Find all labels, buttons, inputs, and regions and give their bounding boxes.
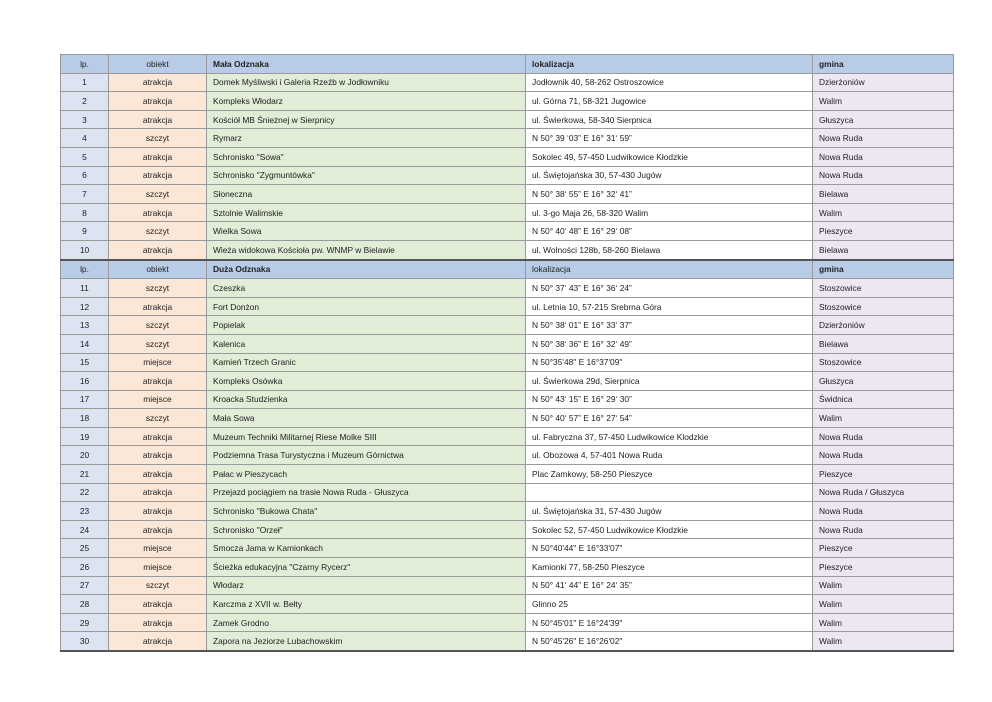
cell-gmina: Nowa Ruda bbox=[813, 147, 954, 166]
cell-obiekt: atrakcja bbox=[109, 240, 207, 259]
cell-lp: 18 bbox=[61, 409, 109, 428]
cell-lokalizacja: ul. Świerkowa 29d, Sierpnica bbox=[526, 372, 813, 391]
table-row bbox=[61, 222, 954, 241]
cell-obiekt: atrakcja bbox=[109, 520, 207, 539]
cell-lokalizacja: ul. 3-go Maja 26, 58-320 Walim bbox=[526, 203, 813, 222]
table-row bbox=[61, 316, 954, 335]
cell-name: Włodarz bbox=[207, 576, 526, 595]
header-lokalizacja: lokalizacja bbox=[526, 260, 813, 279]
cell-obiekt: szczyt bbox=[109, 576, 207, 595]
cell-lokalizacja: ul. Letnia 10, 57-215 Srebrna Góra bbox=[526, 297, 813, 316]
cell-gmina: Nowa Ruda bbox=[813, 520, 954, 539]
cell-obiekt: atrakcja bbox=[109, 203, 207, 222]
cell-lokalizacja: N 50° 38‘ 01” E 16° 33‘ 37” bbox=[526, 316, 813, 335]
cell-name: Popielak bbox=[207, 316, 526, 335]
table-row bbox=[61, 502, 954, 521]
table-row bbox=[61, 279, 954, 298]
cell-lokalizacja: ul. Fabryczna 37, 57-450 Ludwikowice Klodzkie bbox=[526, 427, 813, 446]
header-row bbox=[61, 55, 954, 74]
cell-lp: 26 bbox=[61, 558, 109, 577]
cell-lp: 16 bbox=[61, 372, 109, 391]
cell-lokalizacja: ul. Świętojańska 31, 57-430 Jugów bbox=[526, 502, 813, 521]
cell-name: Sztolnie Walimskie bbox=[207, 203, 526, 222]
cell-lokalizacja: Sokolec 49, 57-450 Ludwikowice Kłodzkie bbox=[526, 147, 813, 166]
cell-gmina: Bielawa bbox=[813, 240, 954, 259]
table-row bbox=[61, 185, 954, 204]
cell-lp: 1 bbox=[61, 73, 109, 92]
header-lp: lp. bbox=[61, 55, 109, 74]
cell-obiekt: szczyt bbox=[109, 222, 207, 241]
attractions-table bbox=[60, 54, 954, 652]
cell-lp: 3 bbox=[61, 110, 109, 129]
cell-obiekt: szczyt bbox=[109, 316, 207, 335]
cell-lokalizacja: N 50° 43‘ 15” E 16° 29‘ 30” bbox=[526, 390, 813, 409]
cell-name: Wielka Sowa bbox=[207, 222, 526, 241]
cell-name: Zapora na Jeziorze Lubachowskim bbox=[207, 632, 526, 651]
cell-name: Słoneczna bbox=[207, 185, 526, 204]
cell-lp: 20 bbox=[61, 446, 109, 465]
cell-obiekt: atrakcja bbox=[109, 446, 207, 465]
cell-lp: 25 bbox=[61, 539, 109, 558]
cell-name: Schronisko "Bukowa Chata" bbox=[207, 502, 526, 521]
cell-obiekt: atrakcja bbox=[109, 595, 207, 614]
cell-name: Ścieżka edukacyjna "Czarny Rycerz" bbox=[207, 558, 526, 577]
cell-gmina: Walim bbox=[813, 203, 954, 222]
cell-lp: 30 bbox=[61, 632, 109, 651]
cell-name: Schronisko "Sowa" bbox=[207, 147, 526, 166]
cell-lp: 24 bbox=[61, 520, 109, 539]
cell-lp: 28 bbox=[61, 595, 109, 614]
cell-lp: 5 bbox=[61, 147, 109, 166]
table-row bbox=[61, 334, 954, 353]
cell-lp: 11 bbox=[61, 279, 109, 298]
cell-gmina: Pieszyce bbox=[813, 558, 954, 577]
cell-lp: 4 bbox=[61, 129, 109, 148]
cell-lp: 17 bbox=[61, 390, 109, 409]
cell-lokalizacja: Jodłownik 40, 58-262 Ostroszowice bbox=[526, 73, 813, 92]
cell-gmina: Nowa Ruda bbox=[813, 502, 954, 521]
cell-lokalizacja: N 50° 39 ‘03” E 16° 31‘ 59” bbox=[526, 129, 813, 148]
cell-obiekt: atrakcja bbox=[109, 465, 207, 484]
cell-lokalizacja: Glinno 25 bbox=[526, 595, 813, 614]
cell-obiekt: atrakcja bbox=[109, 297, 207, 316]
cell-gmina: Pieszyce bbox=[813, 465, 954, 484]
cell-name: Zamek Grodno bbox=[207, 613, 526, 632]
cell-name: Fort Donżon bbox=[207, 297, 526, 316]
cell-name: Mała Sowa bbox=[207, 409, 526, 428]
cell-name: Smocza Jama w Kamionkach bbox=[207, 539, 526, 558]
cell-gmina: Głuszyca bbox=[813, 110, 954, 129]
cell-lp: 27 bbox=[61, 576, 109, 595]
cell-name: Schronisko "Orzeł" bbox=[207, 520, 526, 539]
cell-lokalizacja: Kamionki 77, 58-250 Pieszyce bbox=[526, 558, 813, 577]
cell-lokalizacja: Sokolec 52, 57-450 Ludwikowice Kłodzkie bbox=[526, 520, 813, 539]
cell-lp: 19 bbox=[61, 427, 109, 446]
cell-obiekt: atrakcja bbox=[109, 372, 207, 391]
cell-gmina: Dzierżoniów bbox=[813, 316, 954, 335]
cell-lp: 29 bbox=[61, 613, 109, 632]
cell-obiekt: atrakcja bbox=[109, 92, 207, 111]
cell-obiekt: atrakcja bbox=[109, 632, 207, 651]
table-row bbox=[61, 558, 954, 577]
table-row bbox=[61, 203, 954, 222]
cell-lp: 8 bbox=[61, 203, 109, 222]
cell-obiekt: atrakcja bbox=[109, 73, 207, 92]
cell-obiekt: atrakcja bbox=[109, 147, 207, 166]
cell-name: Kompleks Włodarz bbox=[207, 92, 526, 111]
cell-gmina: Nowa Ruda bbox=[813, 446, 954, 465]
table-row bbox=[61, 483, 954, 502]
table-row bbox=[61, 632, 954, 651]
cell-lp: 7 bbox=[61, 185, 109, 204]
cell-lokalizacja: ul. Górna 71, 58-321 Jugowice bbox=[526, 92, 813, 111]
cell-obiekt: miejsce bbox=[109, 558, 207, 577]
cell-lokalizacja: N 50°45'01" E 16°24'39" bbox=[526, 613, 813, 632]
cell-name: Schronisko "Zygmuntówka" bbox=[207, 166, 526, 185]
table-row bbox=[61, 372, 954, 391]
cell-lp: 22 bbox=[61, 483, 109, 502]
table-row bbox=[61, 539, 954, 558]
cell-obiekt: atrakcja bbox=[109, 502, 207, 521]
cell-lokalizacja: N 50° 40‘ 57” E 16° 27‘ 54” bbox=[526, 409, 813, 428]
cell-gmina: Głuszyca bbox=[813, 372, 954, 391]
cell-name: Kalenica bbox=[207, 334, 526, 353]
header-gmina: gmina bbox=[813, 260, 954, 279]
cell-obiekt: miejsce bbox=[109, 539, 207, 558]
cell-gmina: Pieszyce bbox=[813, 222, 954, 241]
cell-lp: 9 bbox=[61, 222, 109, 241]
cell-lp: 14 bbox=[61, 334, 109, 353]
cell-lp: 10 bbox=[61, 240, 109, 259]
cell-lokalizacja: N 50°45'26" E 16°26'02" bbox=[526, 632, 813, 651]
cell-gmina: Nowa Ruda / Głuszyca bbox=[813, 483, 954, 502]
cell-name: Rymarz bbox=[207, 129, 526, 148]
header-obiekt: obiekt bbox=[109, 260, 207, 279]
cell-name: Przejazd pociągiem na trasie Nowa Ruda - Głuszyca bbox=[207, 483, 526, 502]
cell-gmina: Walim bbox=[813, 595, 954, 614]
table-row bbox=[61, 166, 954, 185]
cell-name: Kościół MB Śnieżnej w Sierpnicy bbox=[207, 110, 526, 129]
cell-gmina: Walim bbox=[813, 613, 954, 632]
cell-lokalizacja: ul. Obozowa 4, 57-401 Nowa Ruda bbox=[526, 446, 813, 465]
cell-gmina: Walim bbox=[813, 92, 954, 111]
cell-lokalizacja: Plac Zamkowy, 58-250 Pieszyce bbox=[526, 465, 813, 484]
table-row bbox=[61, 390, 954, 409]
table-row bbox=[61, 73, 954, 92]
header-section-title: Mała Odznaka bbox=[207, 55, 526, 74]
cell-name: Wieża widokowa Kościoła pw. WNMP w Bielawie bbox=[207, 240, 526, 259]
cell-name: Podziemna Trasa Turystyczna i Muzeum Górnictwa bbox=[207, 446, 526, 465]
header-section-title: Duża Odznaka bbox=[207, 260, 526, 279]
table-row bbox=[61, 240, 954, 259]
table-row bbox=[61, 427, 954, 446]
table-row bbox=[61, 297, 954, 316]
cell-name: Czeszka bbox=[207, 279, 526, 298]
cell-gmina: Walim bbox=[813, 576, 954, 595]
cell-lokalizacja: ul. Wolności 128b, 58-260 Bielawa bbox=[526, 240, 813, 259]
cell-gmina: Stoszowice bbox=[813, 279, 954, 298]
table-row bbox=[61, 409, 954, 428]
cell-gmina: Walim bbox=[813, 632, 954, 651]
header-gmina: gmina bbox=[813, 55, 954, 74]
cell-lp: 13 bbox=[61, 316, 109, 335]
cell-gmina: Stoszowice bbox=[813, 353, 954, 372]
cell-gmina: Bielawa bbox=[813, 334, 954, 353]
cell-obiekt: szczyt bbox=[109, 279, 207, 298]
cell-obiekt: atrakcja bbox=[109, 483, 207, 502]
cell-name: Domek Myśliwski i Galeria Rzeźb w Jodłowniku bbox=[207, 73, 526, 92]
cell-lokalizacja: N 50° 40‘ 48” E 16° 29‘ 08” bbox=[526, 222, 813, 241]
cell-lokalizacja: N 50° 38‘ 36” E 16° 32‘ 49” bbox=[526, 334, 813, 353]
cell-lokalizacja: ul. Świętojańska 30, 57-430 Jugów bbox=[526, 166, 813, 185]
cell-lp: 21 bbox=[61, 465, 109, 484]
cell-lokalizacja: N 50° 37‘ 43” E 16° 36‘ 24” bbox=[526, 279, 813, 298]
cell-obiekt: szczyt bbox=[109, 185, 207, 204]
cell-lp: 23 bbox=[61, 502, 109, 521]
header-lokalizacja: lokalizacja bbox=[526, 55, 813, 74]
header-obiekt: obiekt bbox=[109, 55, 207, 74]
cell-gmina: Nowa Ruda bbox=[813, 427, 954, 446]
cell-name: Kamień Trzech Granic bbox=[207, 353, 526, 372]
cell-name: Kroacka Studzienka bbox=[207, 390, 526, 409]
cell-gmina: Nowa Ruda bbox=[813, 166, 954, 185]
cell-gmina: Bielawa bbox=[813, 185, 954, 204]
table-row bbox=[61, 595, 954, 614]
cell-lp: 12 bbox=[61, 297, 109, 316]
cell-obiekt: miejsce bbox=[109, 390, 207, 409]
cell-gmina: Pieszyce bbox=[813, 539, 954, 558]
table-row bbox=[61, 520, 954, 539]
cell-obiekt: atrakcja bbox=[109, 613, 207, 632]
header-lp: lp. bbox=[61, 260, 109, 279]
cell-name: Karczma z XVII w. Bełty bbox=[207, 595, 526, 614]
cell-lokalizacja: N 50° 38‘ 55” E 16° 32‘ 41” bbox=[526, 185, 813, 204]
cell-gmina: Stoszowice bbox=[813, 297, 954, 316]
cell-lokalizacja: ul. Świerkowa, 58-340 Sierpnica bbox=[526, 110, 813, 129]
cell-lokalizacja: N 50°40'44" E 16°33'07" bbox=[526, 539, 813, 558]
cell-lokalizacja bbox=[526, 483, 813, 502]
cell-obiekt: szczyt bbox=[109, 129, 207, 148]
cell-gmina: Dzierżoniów bbox=[813, 73, 954, 92]
cell-obiekt: szczyt bbox=[109, 334, 207, 353]
table-row bbox=[61, 576, 954, 595]
cell-name: Muzeum Techniki Militarnej Riese Molke SIII bbox=[207, 427, 526, 446]
cell-obiekt: atrakcja bbox=[109, 427, 207, 446]
cell-obiekt: miejsce bbox=[109, 353, 207, 372]
table-row bbox=[61, 92, 954, 111]
cell-gmina: Świdnica bbox=[813, 390, 954, 409]
cell-name: Pałac w Pieszycach bbox=[207, 465, 526, 484]
table-body bbox=[61, 55, 954, 652]
cell-lokalizacja: N 50°35'48" E 16°37'09" bbox=[526, 353, 813, 372]
cell-obiekt: atrakcja bbox=[109, 166, 207, 185]
table-row bbox=[61, 613, 954, 632]
table-row bbox=[61, 446, 954, 465]
cell-obiekt: atrakcja bbox=[109, 110, 207, 129]
cell-lp: 2 bbox=[61, 92, 109, 111]
header-row bbox=[61, 260, 954, 279]
table-row bbox=[61, 147, 954, 166]
table-row bbox=[61, 129, 954, 148]
cell-obiekt: szczyt bbox=[109, 409, 207, 428]
cell-name: Kompleks Osówka bbox=[207, 372, 526, 391]
table-row bbox=[61, 353, 954, 372]
cell-gmina: Walim bbox=[813, 409, 954, 428]
cell-lp: 6 bbox=[61, 166, 109, 185]
cell-lokalizacja: N 50° 41‘ 44” E 16° 24‘ 35” bbox=[526, 576, 813, 595]
cell-gmina: Nowa Ruda bbox=[813, 129, 954, 148]
table-row bbox=[61, 110, 954, 129]
table-row bbox=[61, 465, 954, 484]
cell-lp: 15 bbox=[61, 353, 109, 372]
